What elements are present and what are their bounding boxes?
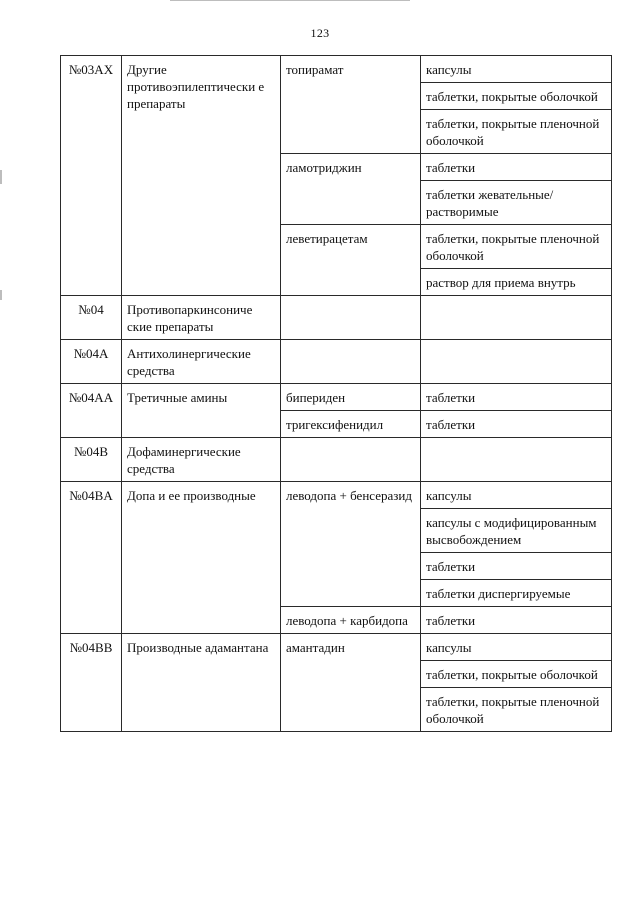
drug-name: топирамат bbox=[281, 56, 421, 154]
dosage-form: раствор для приема внутрь bbox=[421, 269, 612, 296]
dosage-form: таблетки жевательные/растворимые bbox=[421, 181, 612, 225]
scan-mark-left-1 bbox=[0, 170, 2, 184]
group-name: Допа и ее производные bbox=[122, 482, 281, 634]
atc-code: №04BB bbox=[61, 634, 122, 732]
table-row bbox=[61, 482, 612, 509]
drug-name-empty bbox=[281, 296, 421, 340]
drug-table-body bbox=[61, 56, 612, 732]
dosage-form: таблетки bbox=[421, 154, 612, 181]
drug-name-empty bbox=[281, 438, 421, 482]
atc-code: №04 bbox=[61, 296, 122, 340]
drug-name: леводопа + бенсеразид bbox=[281, 482, 421, 607]
table-row bbox=[61, 384, 612, 411]
dosage-form: капсулы bbox=[421, 634, 612, 661]
atc-code: №04B bbox=[61, 438, 122, 482]
dosage-form-empty bbox=[421, 340, 612, 384]
scan-mark-left-2 bbox=[0, 290, 2, 300]
drug-table-container bbox=[60, 55, 611, 732]
drug-name: ламотриджин bbox=[281, 154, 421, 225]
scan-mark-top bbox=[170, 0, 410, 1]
dosage-form: таблетки, покрытые оболочкой bbox=[421, 661, 612, 688]
dosage-form-empty bbox=[421, 438, 612, 482]
dosage-form: таблетки диспергируемые bbox=[421, 580, 612, 607]
atc-code: №04AA bbox=[61, 384, 122, 438]
table-row bbox=[61, 56, 612, 83]
table-row bbox=[61, 340, 612, 384]
atc-code: №04A bbox=[61, 340, 122, 384]
group-name: Производные адамантана bbox=[122, 634, 281, 732]
dosage-form-empty bbox=[421, 296, 612, 340]
drug-name: леводопа + карбидопа bbox=[281, 607, 421, 634]
atc-code: №04BA bbox=[61, 482, 122, 634]
dosage-form: таблетки, покрытые оболочкой bbox=[421, 83, 612, 110]
dosage-form: капсулы bbox=[421, 56, 612, 83]
table-row bbox=[61, 438, 612, 482]
group-name: Другие противоэпилептически е препараты bbox=[122, 56, 281, 296]
drug-name-empty bbox=[281, 340, 421, 384]
table-row bbox=[61, 634, 612, 661]
dosage-form: таблетки bbox=[421, 384, 612, 411]
drug-name: тригексифенидил bbox=[281, 411, 421, 438]
page-number: 123 bbox=[310, 26, 330, 40]
drug-name: леветирацетам bbox=[281, 225, 421, 296]
dosage-form: таблетки, покрытые пленочной оболочкой bbox=[421, 225, 612, 269]
drug-table bbox=[60, 55, 612, 732]
dosage-form: таблетки bbox=[421, 607, 612, 634]
drug-name: амантадин bbox=[281, 634, 421, 732]
group-name: Третичные амины bbox=[122, 384, 281, 438]
table-row bbox=[61, 296, 612, 340]
dosage-form: таблетки bbox=[421, 553, 612, 580]
group-name: Антихолинергические средства bbox=[122, 340, 281, 384]
dosage-form: таблетки, покрытые пленочной оболочкой bbox=[421, 110, 612, 154]
dosage-form: таблетки, покрытые пленочной оболочкой bbox=[421, 688, 612, 732]
dosage-form: капсулы bbox=[421, 482, 612, 509]
group-name: Дофаминергические средства bbox=[122, 438, 281, 482]
atc-code: №03AX bbox=[61, 56, 122, 296]
dosage-form: таблетки bbox=[421, 411, 612, 438]
dosage-form: капсулы с модифицированным высвобождением bbox=[421, 509, 612, 553]
group-name: Противопаркинсониче ские препараты bbox=[122, 296, 281, 340]
drug-name: бипериден bbox=[281, 384, 421, 411]
